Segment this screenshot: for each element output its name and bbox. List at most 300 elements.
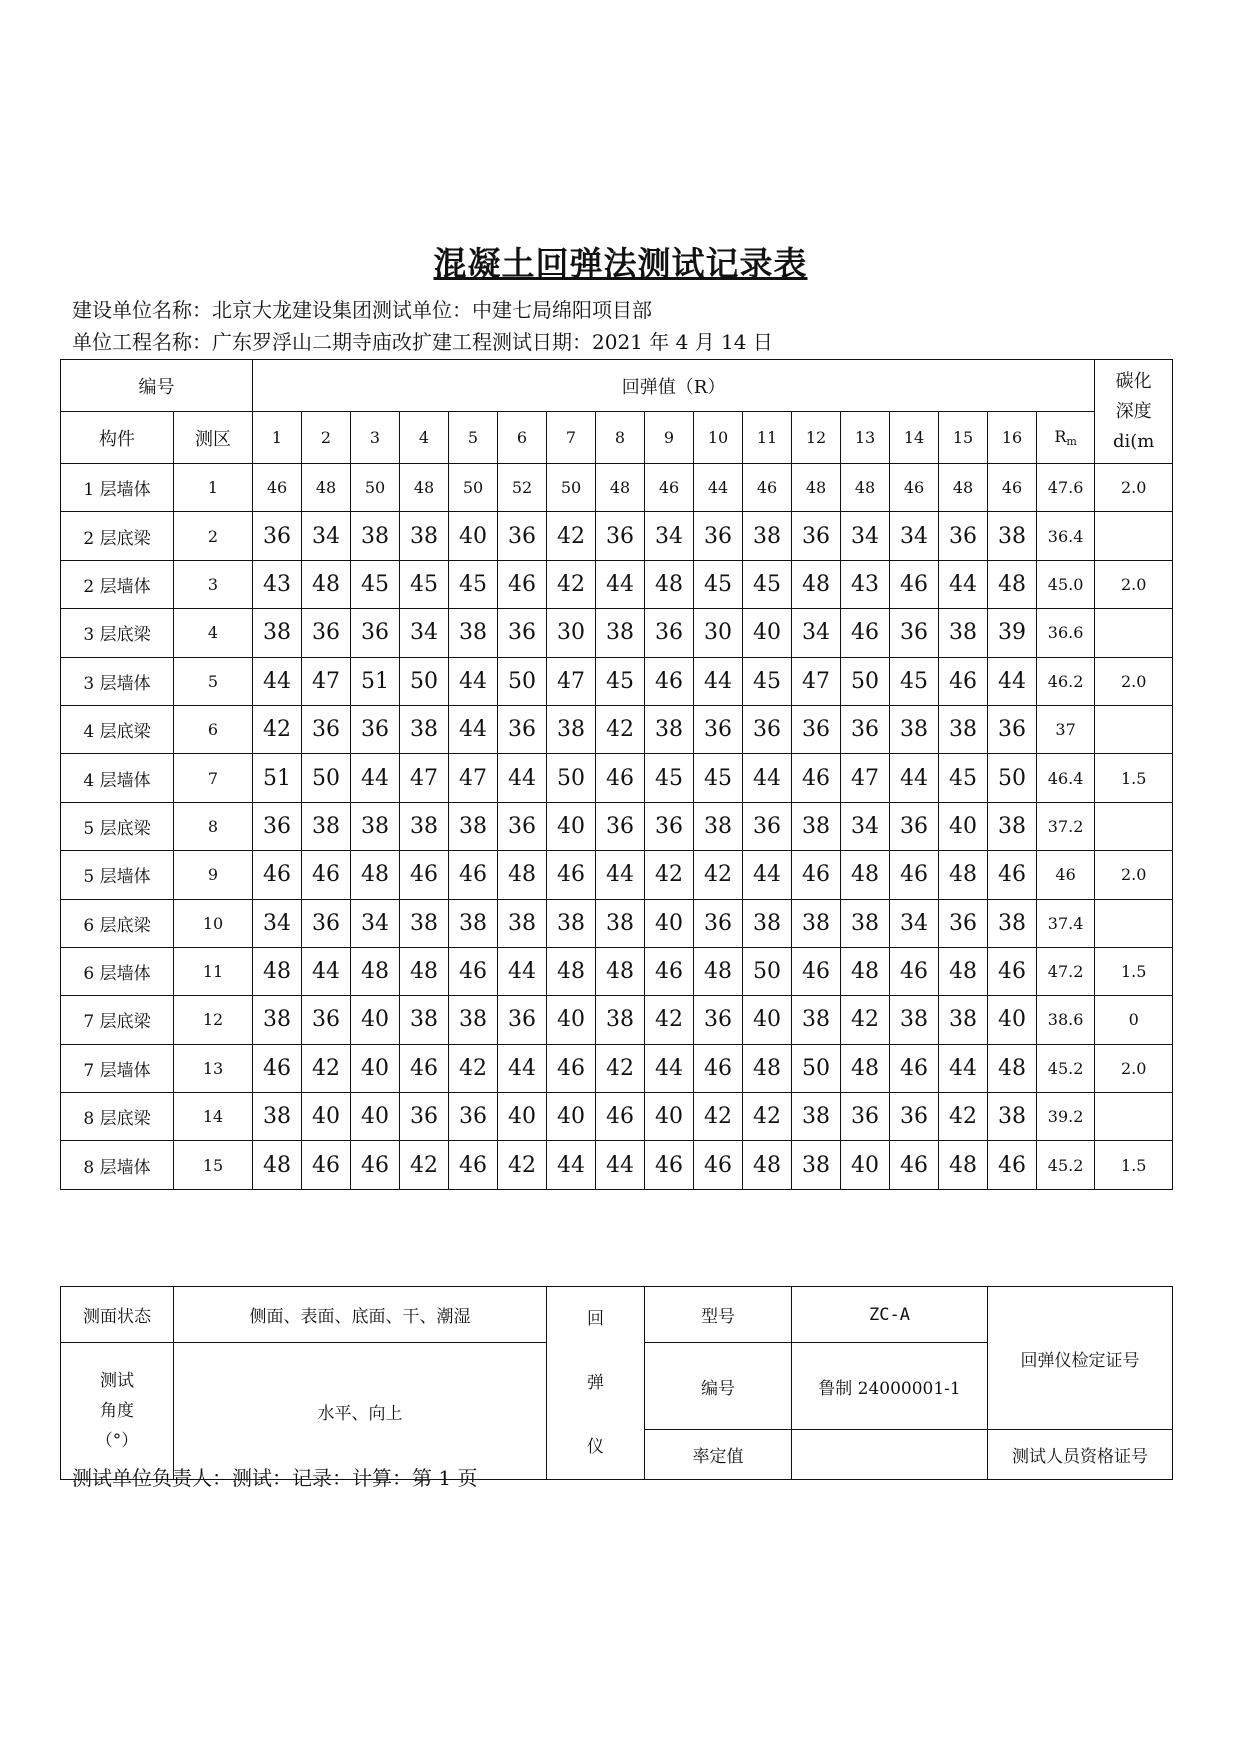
rebound-value-cell: 46 [890,1044,939,1092]
surface-state-label: 测面状态 [61,1287,174,1343]
table-row [61,609,1173,657]
rebound-value-cell: 46 [694,1141,743,1189]
header-col-16: 16 [988,412,1037,464]
rebound-value-cell: 38 [400,899,449,947]
rebound-value-cell: 50 [547,464,596,512]
rebound-value-cell: 38 [449,996,498,1044]
rebound-value-cell: 38 [743,512,792,560]
footer-signatures: 测试单位负责人：测试：记录：计算：第 1 页 [72,1466,478,1490]
header-col-10: 10 [694,412,743,464]
rebound-value-cell: 44 [498,947,547,995]
header-col-15: 15 [939,412,988,464]
rebound-value-cell: 44 [743,851,792,899]
rebound-value-cell: 36 [792,705,841,753]
rebound-value-cell: 40 [645,1093,694,1141]
rebound-value-cell: 36 [890,609,939,657]
rebound-value-cell: 46 [645,947,694,995]
rebound-value-cell: 50 [302,754,351,802]
rebound-value-cell: 46 [253,1044,302,1092]
rebound-value-cell: 42 [547,512,596,560]
table-row [61,705,1173,753]
rebound-value-cell: 36 [302,609,351,657]
rebound-value-cell: 47 [792,657,841,705]
rebound-value-cell: 45 [645,754,694,802]
rebound-value-cell: 44 [449,705,498,753]
member-cell: 8 层底梁 [61,1093,174,1141]
zone-cell: 10 [174,899,253,947]
rebound-value-cell: 48 [841,851,890,899]
rebound-value-cell: 46 [890,851,939,899]
rebound-value-cell: 46 [400,851,449,899]
rebound-value-cell: 46 [792,754,841,802]
header-col-9: 9 [645,412,694,464]
carbonation-cell: 1.5 [1095,947,1173,995]
rebound-value-cell: 36 [351,609,400,657]
rebound-value-cell: 50 [449,464,498,512]
page-title: 混凝土回弹法测试记录表 [433,244,808,283]
rebound-value-cell: 38 [792,899,841,947]
rebound-value-cell: 47 [302,657,351,705]
carbonation-cell [1095,609,1173,657]
rebound-value-cell: 51 [253,754,302,802]
rebound-value-cell: 46 [449,947,498,995]
rebound-value-cell: 40 [351,1044,400,1092]
rebound-value-cell: 38 [988,512,1037,560]
rebound-value-cell: 34 [792,609,841,657]
rebound-value-cell: 38 [498,899,547,947]
rebound-value-cell: 47 [547,657,596,705]
rebound-value-cell: 46 [253,851,302,899]
zone-cell: 7 [174,754,253,802]
rebound-value-cell: 50 [547,754,596,802]
zone-cell: 2 [174,512,253,560]
carbonation-cell: 2.0 [1095,560,1173,608]
rebound-value-cell: 48 [841,947,890,995]
rm-cell: 46 [1037,851,1095,899]
rebound-value-cell: 48 [792,560,841,608]
rebound-value-cell: 46 [988,851,1037,899]
rebound-value-cell: 48 [302,560,351,608]
table-row [61,754,1173,802]
rebound-value-cell: 36 [694,996,743,1044]
header-member: 构件 [61,412,174,464]
rebound-value-cell: 38 [253,1093,302,1141]
rebound-value-cell: 38 [792,996,841,1044]
rebound-value-cell: 46 [694,1044,743,1092]
rebound-value-cell: 44 [547,1141,596,1189]
table-row [61,1141,1173,1189]
rebound-value-cell: 50 [841,657,890,705]
rebound-value-cell: 38 [302,802,351,850]
header-col-5: 5 [449,412,498,464]
rebound-value-cell: 42 [302,1044,351,1092]
rm-cell: 37.2 [1037,802,1095,850]
header-col-11: 11 [743,412,792,464]
table-row [61,464,1173,512]
rebound-value-cell: 34 [841,802,890,850]
carbonation-cell: 1.5 [1095,1141,1173,1189]
rebound-value-cell: 36 [939,512,988,560]
table-row [61,996,1173,1044]
rebound-value-cell: 44 [890,754,939,802]
rebound-value-cell: 38 [351,512,400,560]
rebound-value-cell: 46 [988,1141,1037,1189]
rebound-value-cell: 42 [547,560,596,608]
rebound-value-cell: 38 [547,899,596,947]
rebound-value-cell: 36 [645,802,694,850]
rebound-value-cell: 36 [498,512,547,560]
instrument-char-2: 弹 [587,1373,604,1393]
rebound-value-cell: 43 [841,560,890,608]
header-carbonation-depth [1095,360,1173,464]
rebound-value-cell: 42 [400,1141,449,1189]
rebound-value-cell: 48 [988,560,1037,608]
rebound-value-cell: 34 [890,899,939,947]
rebound-value-cell: 44 [743,754,792,802]
rebound-value-cell: 46 [890,1141,939,1189]
zone-cell: 8 [174,802,253,850]
rebound-value-cell: 46 [449,1141,498,1189]
table-row [61,947,1173,995]
rebound-value-cell: 50 [743,947,792,995]
rm-cell: 37.4 [1037,899,1095,947]
rm-cell: 47.2 [1037,947,1095,995]
rebound-value-cell: 48 [841,464,890,512]
member-cell: 1 层墙体 [61,464,174,512]
rebound-value-cell: 36 [400,1093,449,1141]
instrument-char-3: 仪 [587,1437,604,1457]
rebound-value-cell: 46 [890,560,939,608]
rebound-value-cell: 46 [792,851,841,899]
member-cell: 3 层墙体 [61,657,174,705]
rebound-value-cell: 46 [449,851,498,899]
rebound-value-cell: 46 [890,464,939,512]
header-rm [1037,412,1095,464]
rebound-value-cell: 51 [351,657,400,705]
rebound-value-cell: 36 [498,802,547,850]
rebound-value-cell: 46 [841,609,890,657]
rebound-value-cell: 42 [645,851,694,899]
rebound-value-cell: 38 [253,609,302,657]
rebound-value-cell: 34 [253,899,302,947]
rebound-value-cell: 36 [939,899,988,947]
rebound-value-cell: 45 [743,560,792,608]
rebound-value-cell: 44 [694,657,743,705]
rebound-value-cell: 48 [939,947,988,995]
model-value: ZC-A [792,1287,988,1343]
rebound-value-cell: 46 [988,464,1037,512]
rebound-value-cell: 36 [302,705,351,753]
rebound-value-cell: 38 [841,899,890,947]
rebound-value-cell: 48 [400,464,449,512]
rebound-value-cell: 42 [841,996,890,1044]
rebound-value-cell: 48 [547,947,596,995]
model-label: 型号 [645,1287,792,1343]
rebound-value-cell: 46 [498,560,547,608]
rebound-value-cell: 36 [302,899,351,947]
rebound-value-cell: 34 [302,512,351,560]
member-cell: 6 层底梁 [61,899,174,947]
rebound-value-cell: 44 [694,464,743,512]
rebound-value-cell: 34 [841,512,890,560]
rm-cell: 47.6 [1037,464,1095,512]
rebound-value-cell: 36 [890,802,939,850]
rebound-value-cell: 45 [694,560,743,608]
rebound-value-cell: 50 [498,657,547,705]
zone-cell: 12 [174,996,253,1044]
rebound-value-cell: 36 [596,512,645,560]
rebound-value-cell: 36 [498,996,547,1044]
rebound-value-cell: 45 [694,754,743,802]
header-col-3: 3 [351,412,400,464]
rebound-value-cell: 48 [596,464,645,512]
rebound-value-cell: 40 [939,802,988,850]
member-cell: 4 层底梁 [61,705,174,753]
rebound-value-cell: 38 [400,512,449,560]
rebound-record-table [60,359,1173,1190]
number-label: 编号 [645,1343,792,1430]
rebound-value-cell: 42 [694,1093,743,1141]
rebound-value-cell: 36 [743,705,792,753]
personnel-cert-label: 测试人员资格证号 [988,1430,1173,1480]
rebound-value-cell: 42 [596,705,645,753]
carbonation-cell [1095,705,1173,753]
rebound-value-cell: 42 [498,1141,547,1189]
rebound-value-cell: 30 [694,609,743,657]
rebound-value-cell: 44 [498,1044,547,1092]
rebound-value-cell: 40 [743,996,792,1044]
carbonation-cell [1095,899,1173,947]
rebound-value-cell: 36 [351,705,400,753]
rm-cell: 45.2 [1037,1141,1095,1189]
header-zone: 测区 [174,412,253,464]
member-cell: 2 层底梁 [61,512,174,560]
rebound-value-cell: 48 [792,464,841,512]
rebound-value-cell: 46 [792,947,841,995]
rebound-value-cell: 48 [253,1141,302,1189]
rm-cell: 37 [1037,705,1095,753]
rebound-value-cell: 45 [400,560,449,608]
rebound-value-cell: 36 [694,899,743,947]
header-col-4: 4 [400,412,449,464]
table-row [61,851,1173,899]
rebound-value-cell: 30 [547,609,596,657]
carbonation-cell: 2.0 [1095,657,1173,705]
info-line-1: 建设单位名称：北京大龙建设集团测试单位：中建七局绵阳项目部 [72,298,652,322]
zone-cell: 13 [174,1044,253,1092]
rebound-value-cell: 48 [988,1044,1037,1092]
rebound-value-cell: 38 [596,609,645,657]
rebound-value-cell: 40 [351,1093,400,1141]
rm-cell: 46.2 [1037,657,1095,705]
rebound-value-cell: 38 [596,996,645,1044]
rebound-value-cell: 38 [400,996,449,1044]
carbonation-cell [1095,1093,1173,1141]
table-row [61,1044,1173,1092]
rebound-value-cell: 48 [743,1141,792,1189]
rebound-value-cell: 38 [547,705,596,753]
rebound-value-cell: 46 [547,851,596,899]
zone-cell: 6 [174,705,253,753]
rebound-value-cell: 46 [547,1044,596,1092]
rebound-value-cell: 50 [988,754,1037,802]
info-line-2: 单位工程名称：广东罗浮山二期寺庙改扩建工程测试日期：2021 年 4 月 14 日 [72,330,773,354]
rebound-value-cell: 36 [792,512,841,560]
member-cell: 7 层底梁 [61,996,174,1044]
rebound-value-cell: 45 [449,560,498,608]
rebound-value-cell: 38 [400,705,449,753]
rebound-value-cell: 52 [498,464,547,512]
header-col-14: 14 [890,412,939,464]
rebound-value-cell: 36 [253,802,302,850]
rebound-value-cell: 38 [596,899,645,947]
rebound-value-cell: 40 [743,609,792,657]
header-col-8: 8 [596,412,645,464]
table-row [61,899,1173,947]
rebound-value-cell: 36 [596,802,645,850]
rebound-value-cell: 40 [498,1093,547,1141]
rebound-value-cell: 40 [841,1141,890,1189]
surface-state-value: 侧面、表面、底面、干、潮湿 [174,1287,547,1343]
rebound-value-cell: 38 [890,705,939,753]
rm-cell: 45.0 [1037,560,1095,608]
header-bianhao: 编号 [61,360,253,412]
rebound-value-cell: 40 [988,996,1037,1044]
header-col-7: 7 [547,412,596,464]
rebound-value-cell: 42 [253,705,302,753]
test-angle-value: 水平、向上 [174,1343,547,1480]
member-cell: 8 层墙体 [61,1141,174,1189]
rebound-value-cell: 48 [939,464,988,512]
rebound-value-cell: 36 [988,705,1037,753]
rm-cell: 38.6 [1037,996,1095,1044]
rebound-value-cell: 39 [988,609,1037,657]
rebound-value-cell: 38 [939,609,988,657]
rebound-value-cell: 44 [596,851,645,899]
member-cell: 3 层底梁 [61,609,174,657]
rebound-value-cell: 36 [890,1093,939,1141]
rebound-value-cell: 46 [988,947,1037,995]
zone-cell: 1 [174,464,253,512]
rebound-value-cell: 38 [988,802,1037,850]
rebound-value-cell: 44 [939,1044,988,1092]
header-col-1: 1 [253,412,302,464]
rebound-value-cell: 48 [302,464,351,512]
zone-cell: 14 [174,1093,253,1141]
rebound-value-cell: 36 [694,705,743,753]
rebound-value-cell: 38 [351,802,400,850]
rebound-value-cell: 38 [988,1093,1037,1141]
rebound-value-cell: 48 [498,851,547,899]
header-rm-main: R [1054,427,1067,446]
rebound-value-cell: 46 [939,657,988,705]
rebound-value-cell: 50 [351,464,400,512]
rebound-value-cell: 38 [449,609,498,657]
rebound-value-cell: 38 [694,802,743,850]
rebound-value-cell: 44 [939,560,988,608]
table-row [61,657,1173,705]
rebound-value-cell: 47 [841,754,890,802]
rebound-value-cell: 36 [841,705,890,753]
rebound-value-cell: 38 [792,802,841,850]
rebound-value-cell: 46 [400,1044,449,1092]
rebound-value-cell: 36 [253,512,302,560]
rebound-value-cell: 36 [841,1093,890,1141]
member-cell: 4 层墙体 [61,754,174,802]
rebound-value-cell: 42 [596,1044,645,1092]
number-value: 鲁制 24000001-1 [792,1343,988,1430]
angle-label-3: （°） [95,1431,139,1451]
rebound-instrument-label [547,1287,645,1480]
member-cell: 2 层墙体 [61,560,174,608]
carbonation-label-2: 深度 [1115,400,1152,422]
rebound-value-cell: 38 [400,802,449,850]
carbonation-label-3: di(m [1112,430,1155,452]
zone-cell: 9 [174,851,253,899]
rebound-value-cell: 38 [253,996,302,1044]
rebound-value-cell: 44 [498,754,547,802]
rebound-value-cell: 38 [743,899,792,947]
rebound-value-cell: 47 [449,754,498,802]
header-col-6: 6 [498,412,547,464]
rebound-value-cell: 45 [743,657,792,705]
rebound-value-cell: 44 [351,754,400,802]
rebound-value-cell: 48 [596,947,645,995]
rebound-value-cell: 40 [449,512,498,560]
rebound-value-cell: 36 [498,609,547,657]
rebound-value-cell: 45 [939,754,988,802]
table-row [61,560,1173,608]
rebound-value-cell: 48 [400,947,449,995]
rebound-value-cell: 36 [449,1093,498,1141]
member-cell: 7 层墙体 [61,1044,174,1092]
rebound-value-cell: 42 [694,851,743,899]
rebound-value-cell: 34 [645,512,694,560]
carbonation-cell: 1.5 [1095,754,1173,802]
carbonation-cell: 2.0 [1095,464,1173,512]
rebound-value-cell: 43 [253,560,302,608]
calibration-value [792,1430,988,1480]
rebound-value-cell: 46 [645,657,694,705]
rebound-value-cell: 34 [400,609,449,657]
rebound-value-cell: 36 [498,705,547,753]
rebound-value-cell: 42 [449,1044,498,1092]
member-cell: 5 层墙体 [61,851,174,899]
rebound-value-cell: 47 [400,754,449,802]
rebound-value-cell: 38 [939,996,988,1044]
zone-cell: 3 [174,560,253,608]
carbonation-label-1: 碳化 [1115,370,1152,392]
rebound-value-cell: 40 [547,802,596,850]
rebound-value-cell: 48 [939,851,988,899]
carbonation-cell [1095,802,1173,850]
rebound-value-cell: 40 [645,899,694,947]
rebound-value-cell: 44 [596,1141,645,1189]
rebound-value-cell: 40 [302,1093,351,1141]
rebound-value-cell: 50 [400,657,449,705]
rebound-value-cell: 36 [302,996,351,1044]
rebound-value-cell: 48 [351,851,400,899]
rebound-value-cell: 36 [694,512,743,560]
rebound-value-cell: 46 [596,1093,645,1141]
header-col-13: 13 [841,412,890,464]
rebound-value-cell: 46 [890,947,939,995]
rebound-value-cell: 38 [890,996,939,1044]
rebound-value-cell: 46 [351,1141,400,1189]
test-angle-label [61,1343,174,1480]
header-col-12: 12 [792,412,841,464]
rebound-value-cell: 44 [596,560,645,608]
